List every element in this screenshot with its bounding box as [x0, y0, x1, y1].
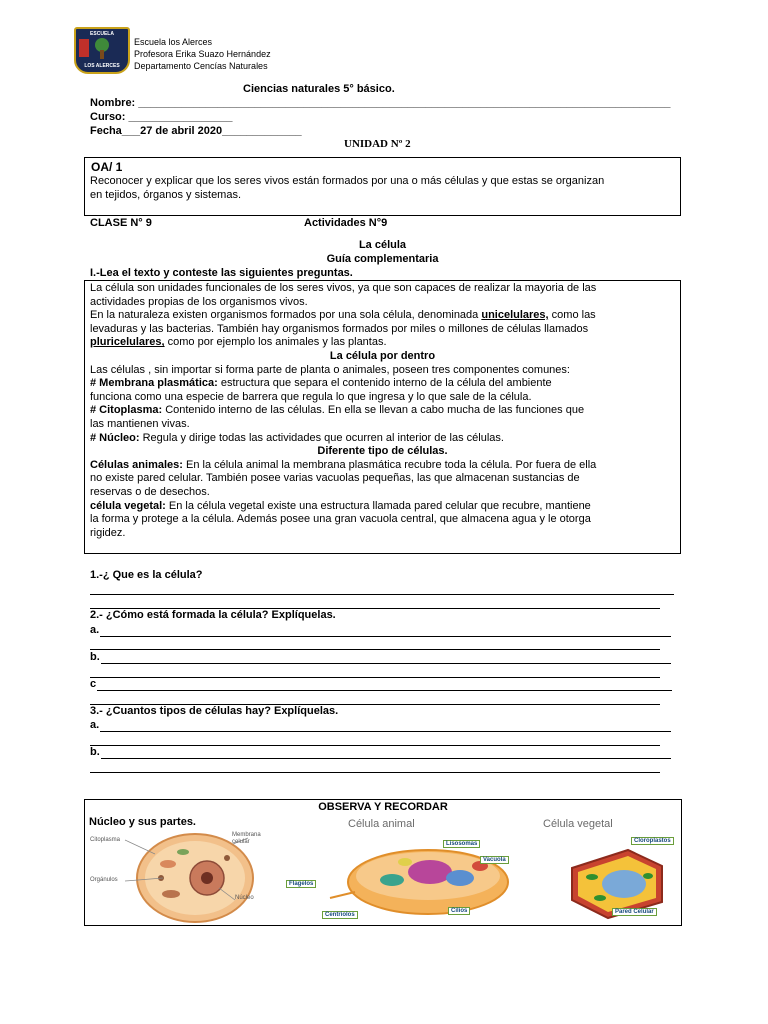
reading-line: las mantienen vivas. [90, 417, 190, 430]
school-logo [74, 27, 130, 74]
reading-line: funciona como una especie de barrera que regula lo que ingresa y lo que sale de la célula. [90, 390, 532, 403]
label-membrana: Membrana [232, 832, 261, 838]
reading-line: levaduras y las bacterias. También hay organismos formados por miles o millones de células llamados [90, 322, 589, 335]
school-name: Escuela los Alerces [134, 37, 213, 47]
label-nucleo: Núcleo [235, 895, 254, 901]
answer-line[interactable] [101, 758, 671, 759]
curso-field[interactable]: Curso: _________________ [90, 111, 233, 123]
objective-box [84, 157, 681, 216]
logo-text-top: ESCUELA [90, 31, 114, 37]
question-1: 1.-¿ Que es la célula? [90, 569, 203, 581]
label-flagelos: Flagelos [286, 880, 316, 888]
reading-line: La célula son unidades funcionales de los seres vivos, ya que son capaces de realizar la mayoria de las [90, 282, 597, 294]
nombre-field[interactable]: Nombre: _______________________________________________________________________________________ [90, 97, 671, 109]
animal-cell-definition: Células animales: En la célula animal la membrana plasmática recubre toda la célula. Por fuera de ella [90, 458, 597, 471]
reading-line: la forma y protege a la célula. Además posee una gran vacuola central, que almacena agua y le otorga [90, 513, 591, 526]
answer-line[interactable] [90, 594, 674, 595]
reading-line: En la naturaleza existen organismos formados por una sola célula, denominada unicelulares, como las [90, 309, 596, 322]
reading-box [84, 280, 681, 554]
unit-label: UNIDAD Nº 2 [344, 138, 411, 150]
logo-text-bottom: LOS ALERCES [84, 63, 120, 69]
answer-line[interactable] [100, 636, 671, 637]
school-info [134, 36, 271, 72]
label-pared-celular: Pared Celular [612, 908, 657, 916]
answer-label-a: a. [90, 624, 100, 636]
department-name: Departamento Cencías Naturales [134, 61, 268, 71]
answer-line[interactable] [101, 663, 671, 664]
page-title: Ciencias naturales 5° básico. [243, 83, 395, 95]
nucleus-title: Núcleo y sus partes. [89, 816, 196, 828]
membrane-definition: # Membrana plasmática: estructura que separa el contenido interno de la célula del ambiente [90, 377, 552, 390]
label-cilios: Cilios [448, 907, 470, 915]
answer-line[interactable] [97, 690, 672, 691]
answer-line[interactable] [90, 772, 660, 773]
reading-line: actividades propias de los organismos vivos. [90, 295, 308, 308]
plant-cell-title: Célula vegetal [543, 818, 613, 830]
subtitle-cell: La célula [358, 239, 407, 251]
animal-cell-title: Célula animal [348, 818, 415, 830]
label-vacuola: Vacuola [480, 856, 509, 864]
answer-label-a: a. [90, 719, 100, 731]
label-celular: celular [232, 839, 250, 845]
reading-line: reservas o de desechos. [90, 485, 210, 498]
activity-number: Actividades N°9 [304, 217, 388, 229]
reading-line: rigidez. [90, 526, 126, 539]
answer-line[interactable] [100, 731, 671, 732]
objective-text-1: Reconocer y explicar que los seres vivos están formados por una o más células y que estas se organizan [90, 175, 605, 187]
unicelulares-term: unicelulares, [481, 309, 549, 322]
nucleus-definition: # Núcleo: Regula y dirige todas las actividades que ocurren al interior de las células. [90, 431, 504, 444]
teacher-name: Profesora Erika Suazo Hernández [134, 49, 271, 59]
label-citoplasma: Citoplasma [90, 837, 121, 843]
label-organulos: Orgánulos [90, 877, 118, 883]
answer-label-c: c [90, 678, 97, 690]
label-centriolos: Centriolos [322, 911, 358, 919]
figure-title: OBSERVA Y RECORDAR [318, 801, 448, 813]
figure-box [84, 799, 682, 926]
section-heading-types: Diferente tipo de células. [317, 445, 448, 458]
section-heading-inside: La célula por dentro [329, 349, 436, 362]
pluricelulares-term: pluricelulares, [90, 336, 165, 349]
fecha-field[interactable]: Fecha___27 de abril 2020_____________ [90, 125, 302, 137]
label-cloroplastos: Cloroplastos [631, 837, 674, 845]
cytoplasm-definition: # Citoplasma: Contenido interno de las células. En ella se llevan a cabo mucha de las funciones que [90, 404, 585, 417]
objective-label: OA/ 1 [91, 160, 123, 174]
question-2: 2.- ¿Cómo está formada la célula? Explíquelas. [90, 609, 336, 621]
reading-line: no existe pared celular. También posee varias vacuolas pequeñas, las que almacenan sustancias de [90, 472, 580, 485]
question-3: 3.- ¿Cuantos tipos de células hay? Explíquelas. [90, 705, 339, 717]
answer-label-b: b. [90, 746, 100, 758]
reading-line: pluricelulares, como por ejemplo los animales y las plantas. [90, 336, 387, 349]
subtitle-guide: Guía complementaria [326, 253, 439, 265]
instruction: I.-Lea el texto y conteste las siguientes preguntas. [90, 267, 353, 279]
answer-line[interactable] [90, 677, 660, 678]
answer-line[interactable] [90, 745, 660, 746]
answer-line[interactable] [90, 649, 660, 650]
class-number: CLASE N° 9 [90, 217, 152, 229]
reading-line: Las células , sin importar si forma parte de planta o animales, poseen tres componentes comunes: [90, 363, 570, 376]
answer-label-b: b. [90, 651, 100, 663]
plant-cell-definition: célula vegetal: En la célula vegetal existe una estructura llamada pared celular que recubre, mantiene [90, 499, 591, 512]
label-lisosomas: Lisosomas [443, 840, 480, 848]
objective-text-2: en tejidos, órganos y sistemas. [90, 189, 242, 201]
